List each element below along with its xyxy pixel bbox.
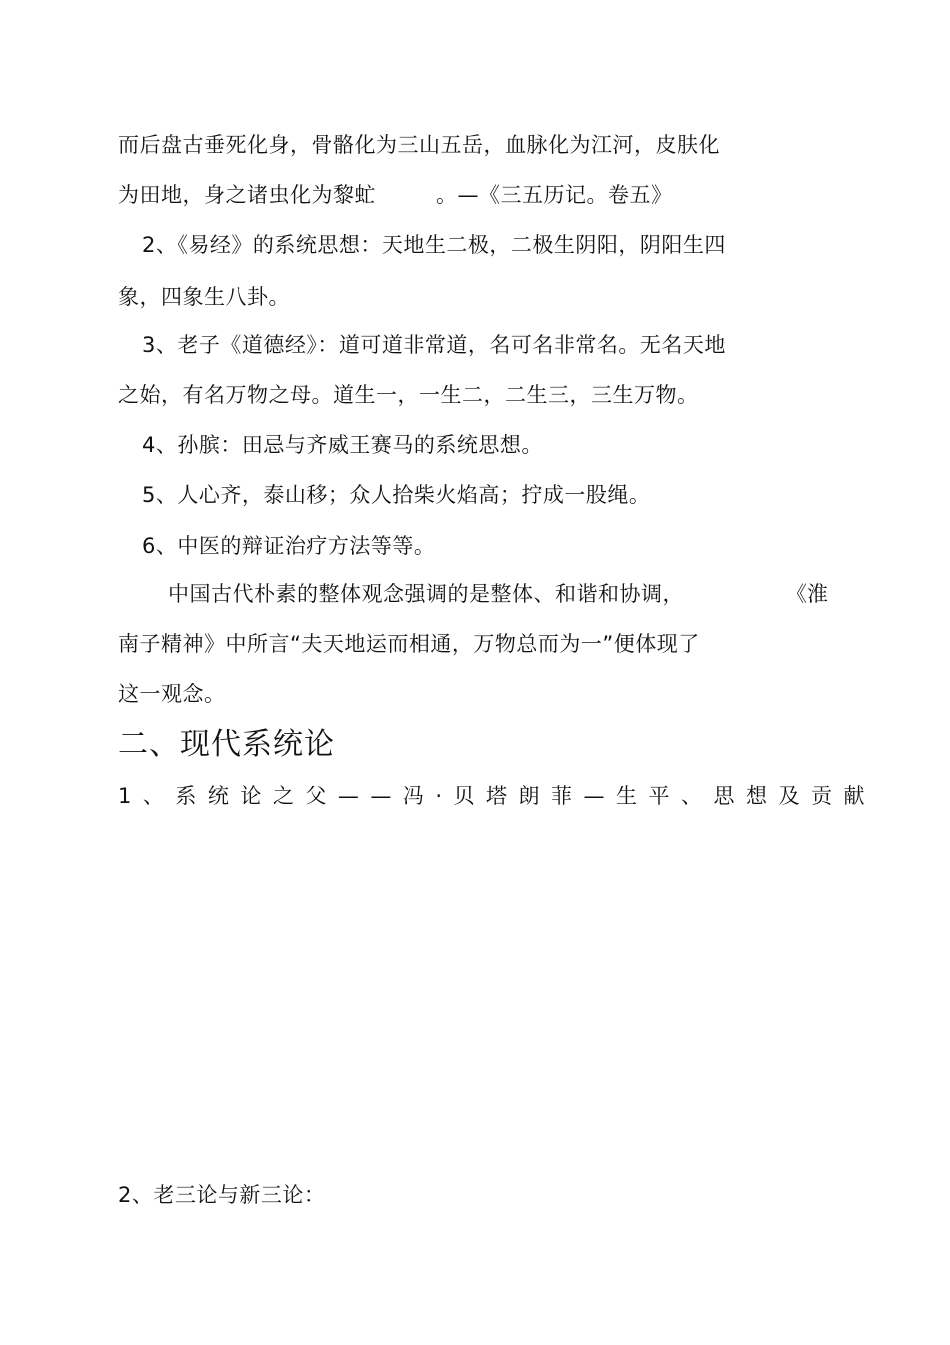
summary-line: 中国古代朴素的整体观念强调的是整体、和谐和协调， <box>168 582 684 606</box>
subsection-heading-1: 1、系统论之父——冯·贝塔朗菲—生平、思想及贡献 <box>118 784 877 808</box>
paragraph-line: 而后盘古垂死化身，骨骼化为三山五岳，血脉化为江河，皮肤化 <box>118 133 720 157</box>
summary-line: 南子精神》中所言“夫天地运而相通，万物总而为一”便体现了 <box>118 632 700 656</box>
list-item-4: 4、孙膑：田忌与齐威王赛马的系统思想。 <box>142 433 543 457</box>
subsection-heading-2: 2、老三论与新三论： <box>118 1183 326 1207</box>
list-item-2-continued: 象，四象生八卦。 <box>118 285 290 309</box>
paragraph-line: 为田地，身之诸虫化为黎虻 <box>118 183 376 207</box>
list-item-2: 2、《易经》的系统思想：天地生二极，二极生阴阳，阴阳生四 <box>142 233 726 257</box>
summary-line-fragment: 《淮 <box>786 582 828 606</box>
list-item-3-continued: 之始，有名万物之母。道生一，一生二，二生三，三生万物。 <box>118 383 699 407</box>
list-item-6: 6、中医的辩证治疗方法等等。 <box>142 534 436 558</box>
list-item-3: 3、老子《道德经》：道可道非常道，名可名非常名。无名天地 <box>142 333 726 357</box>
list-item-5: 5、人心齐，泰山移；众人拾柴火焰高；拧成一股绳。 <box>142 483 651 507</box>
summary-line: 这一观念。 <box>118 682 226 706</box>
section-heading: 二、现代系统论 <box>118 727 335 762</box>
citation: 。—《三五历记。卷五》 <box>436 183 673 207</box>
